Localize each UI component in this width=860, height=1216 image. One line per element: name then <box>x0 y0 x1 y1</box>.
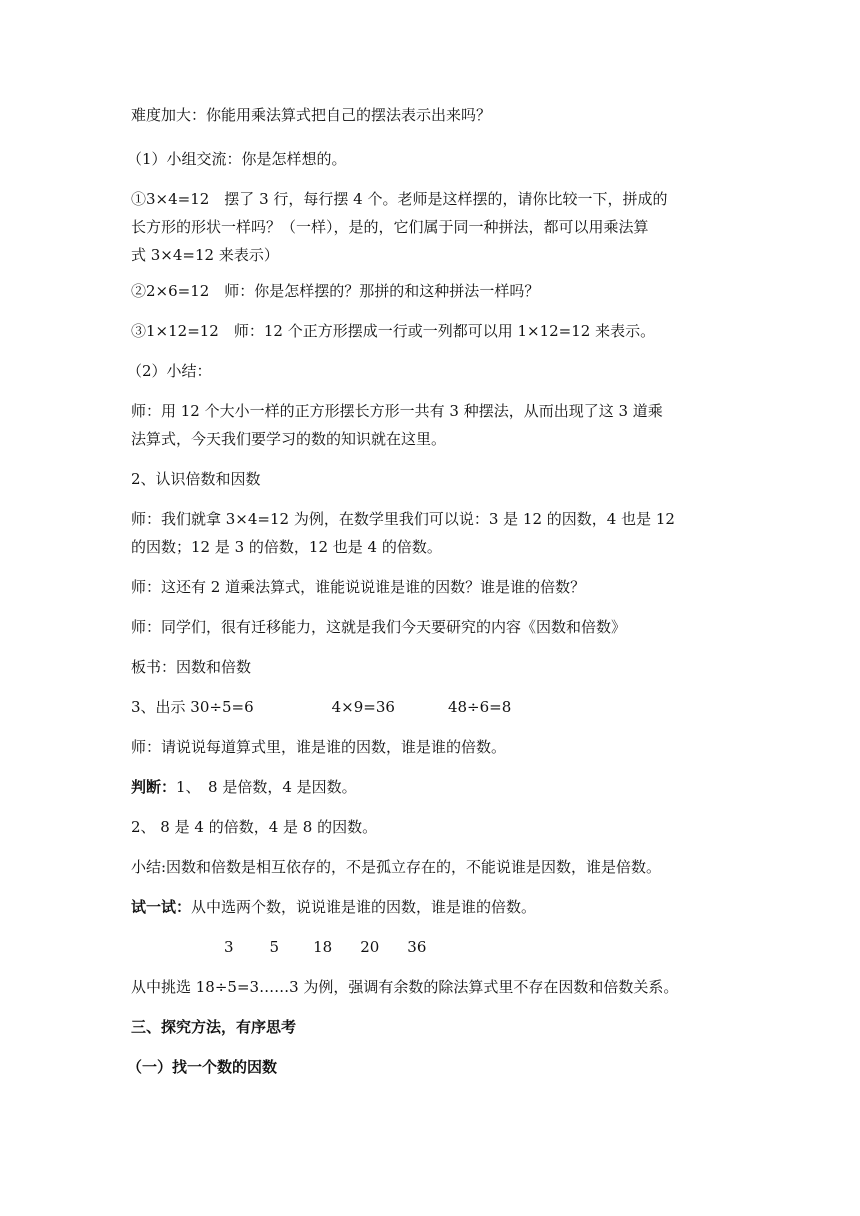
paragraph-example-line-1: 师：我们就拿 3×4=12 为例，在数学里我们可以说：3 是 12 的因数，4 也是 12 <box>131 510 675 528</box>
equation-3: 48÷6=8 <box>447 698 512 716</box>
paragraph-show-equations <box>131 693 746 721</box>
paragraph-topic-intro: 师：同学们，很有迁移能力，这就是我们今天要研究的内容《因数和倍数》 <box>131 618 627 636</box>
number-list <box>224 933 839 961</box>
subsection-heading-find-factors: （一）找一个数的因数 <box>127 1058 278 1076</box>
number-item: 18 <box>313 938 333 956</box>
section-heading-factors-multiples: 2、认识倍数和因数 <box>131 470 261 488</box>
paragraph-difficulty: 难度加大：你能用乘法算式把自己的摆法表示出来吗？ <box>131 106 492 124</box>
paragraph-teacher-summary-line-1: 师：用 12 个大小一样的正方形摆长方形一共有 3 种摆法，从而出现了这 3 道乘 <box>131 402 663 420</box>
number-item: 20 <box>360 938 380 956</box>
paragraph-try <box>131 893 746 921</box>
judge-item-1: 1、 8 是倍数，4 是因数。 <box>176 778 357 796</box>
number-item: 3 <box>224 938 234 956</box>
paragraph-group-discussion: （1）小组交流：你是怎样想的。 <box>127 150 347 168</box>
section-heading-explore: 三、探究方法，有序思考 <box>131 1018 297 1036</box>
paragraph-method-3: ③1×12=12 师：12 个正方形摆成一行或一列都可以用 1×12=12 来表示。 <box>131 322 656 340</box>
paragraph-explain: 师：请说说每道算式里，谁是谁的因数，谁是谁的倍数。 <box>131 738 507 756</box>
paragraph-method-1-line-3: 式 3×4=12 来表示） <box>131 246 279 264</box>
paragraph-method-1-line-2: 长方形的形状一样吗？（一样），是的，它们属于同一种拼法，都可以用乘法算 <box>131 218 649 236</box>
paragraph-summary-heading: （2）小结： <box>127 362 212 380</box>
paragraph-example-line-2: 的因数；12 是 3 的倍数，12 也是 4 的倍数。 <box>131 538 442 556</box>
equation-1: 3、出示 30÷5=6 <box>131 698 254 716</box>
number-item: 5 <box>269 938 280 956</box>
equation-2: 4×9=36 <box>331 698 395 716</box>
try-text: 从中选两个数，说说谁是谁的因数，谁是谁的倍数。 <box>191 898 537 916</box>
number-item: 36 <box>407 938 427 956</box>
paragraph-teacher-summary-line-2: 法算式，今天我们要学习的数的知识就在这里。 <box>131 430 447 448</box>
paragraph-judge-2: 2、 8 是 4 的倍数，4 是 8 的因数。 <box>131 818 378 836</box>
paragraph-remainder-example: 从中挑选 18÷5=3……3 为例，强调有余数的除法算式里不存在因数和倍数关系。 <box>131 978 679 996</box>
try-label: 试一试： <box>131 898 192 916</box>
paragraph-board-writing: 板书：因数和倍数 <box>131 658 252 676</box>
paragraph-question: 师：这还有 2 道乘法算式，谁能说说谁是谁的因数？谁是谁的倍数？ <box>131 578 586 596</box>
paragraph-conclusion: 小结:因数和倍数是相互依存的，不是孤立存在的，不能说谁是因数，谁是倍数。 <box>131 858 662 876</box>
paragraph-method-1-line-1: ①3×4=12 摆了 3 行，每行摆 4 个。老师是这样摆的，请你比较一下，拼成的 <box>131 190 668 208</box>
judge-label: 判断： <box>131 778 177 796</box>
paragraph-judge-1 <box>131 773 746 801</box>
paragraph-method-2: ②2×6=12 师：你是怎样摆的？那拼的和这种拼法一样吗？ <box>131 282 540 300</box>
